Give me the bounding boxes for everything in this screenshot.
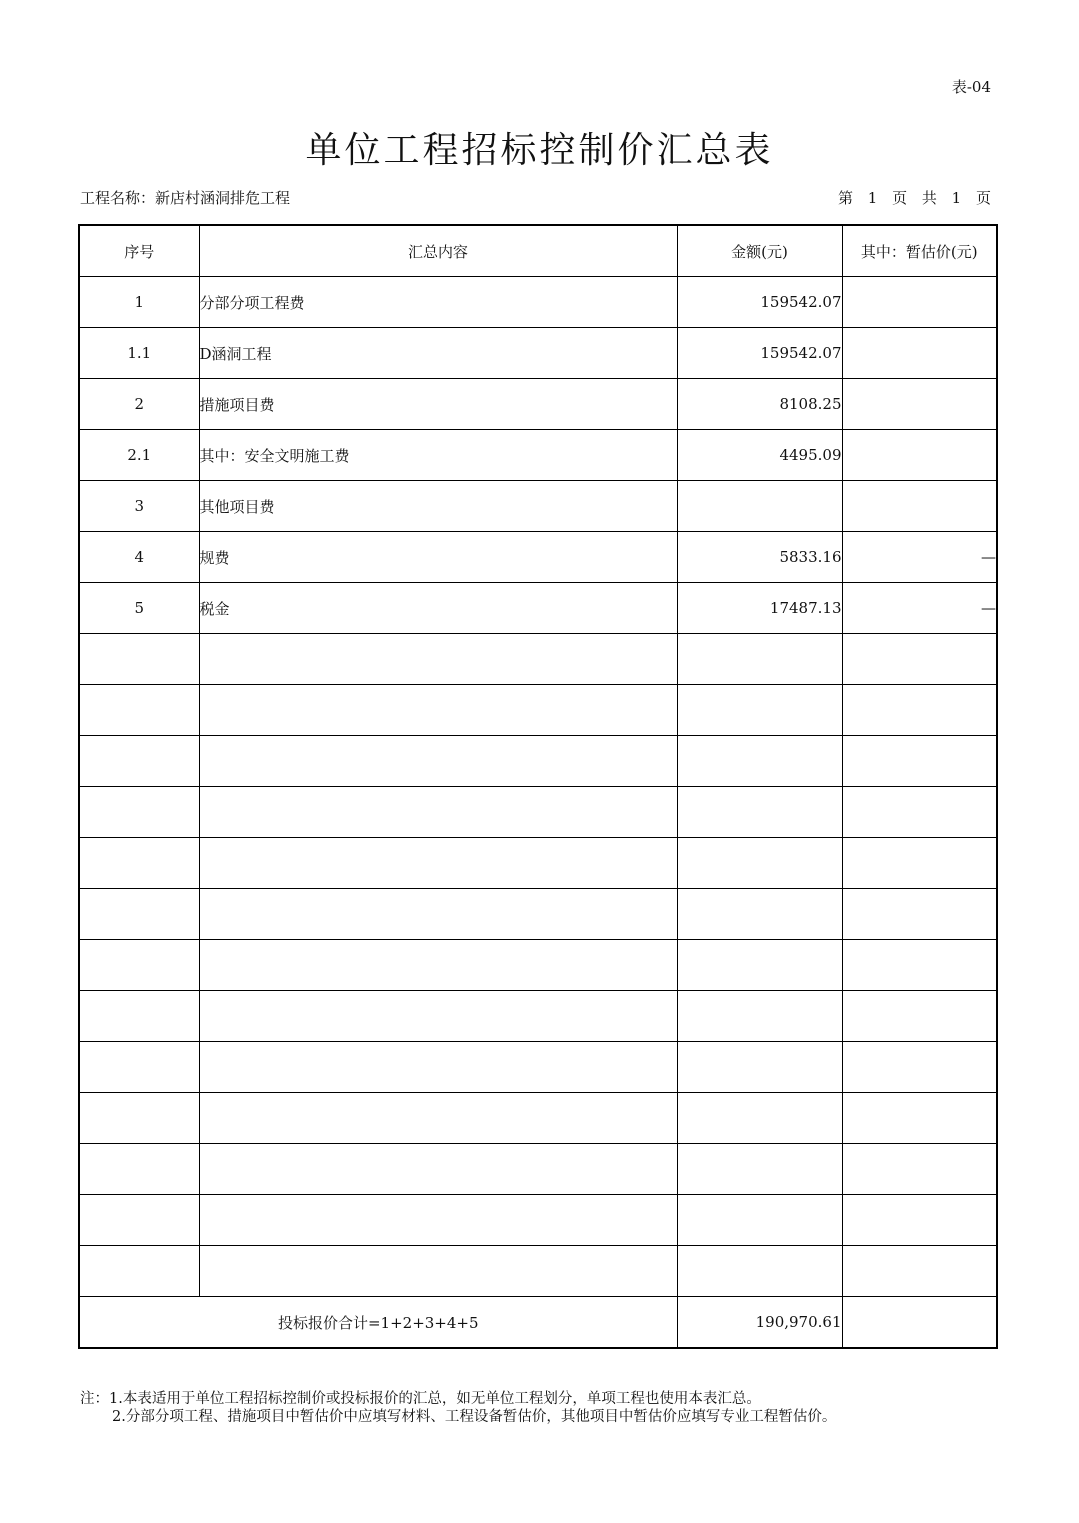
row-provisional — [842, 277, 997, 328]
row-no: 3 — [79, 481, 199, 532]
row-provisional — [842, 328, 997, 379]
empty-cell — [79, 685, 199, 736]
empty-cell — [199, 940, 677, 991]
table-row — [79, 481, 997, 532]
row-provisional: — — [842, 583, 997, 634]
empty-cell — [199, 787, 677, 838]
row-content: D涵洞工程 — [199, 328, 677, 379]
empty-cell — [677, 634, 842, 685]
table-row — [79, 379, 997, 430]
empty-row — [79, 1195, 997, 1246]
empty-row — [79, 1042, 997, 1093]
table-row — [79, 532, 997, 583]
row-no: 1.1 — [79, 328, 199, 379]
empty-cell — [842, 1042, 997, 1093]
total-provisional — [842, 1297, 997, 1349]
row-amount: 4495.09 — [677, 430, 842, 481]
table-row — [79, 277, 997, 328]
empty-cell — [79, 1042, 199, 1093]
row-provisional: — — [842, 532, 997, 583]
empty-cell — [677, 1042, 842, 1093]
table-row — [79, 583, 997, 634]
header-amount: 金额(元) — [677, 225, 842, 277]
empty-cell — [842, 685, 997, 736]
empty-cell — [842, 889, 997, 940]
table-row — [79, 328, 997, 379]
empty-row — [79, 1093, 997, 1144]
empty-cell — [842, 1246, 997, 1297]
empty-cell — [199, 736, 677, 787]
empty-cell — [79, 736, 199, 787]
empty-cell — [677, 991, 842, 1042]
empty-cell — [842, 940, 997, 991]
empty-row — [79, 940, 997, 991]
form-code: 表-04 — [951, 78, 991, 96]
empty-cell — [199, 1144, 677, 1195]
empty-cell — [199, 1042, 677, 1093]
empty-cell — [677, 787, 842, 838]
row-amount: 17487.13 — [677, 583, 842, 634]
empty-row — [79, 1144, 997, 1195]
row-amount: 5833.16 — [677, 532, 842, 583]
row-content: 分部分项工程费 — [199, 277, 677, 328]
empty-cell — [199, 1246, 677, 1297]
row-provisional — [842, 430, 997, 481]
row-no: 2.1 — [79, 430, 199, 481]
empty-cell — [842, 1195, 997, 1246]
empty-cell — [79, 1195, 199, 1246]
page-ye-2: 页 — [975, 189, 991, 207]
total-row — [79, 1297, 997, 1349]
empty-cell — [677, 889, 842, 940]
empty-cell — [199, 1195, 677, 1246]
row-provisional — [842, 379, 997, 430]
empty-cell — [79, 1246, 199, 1297]
empty-cell — [677, 1093, 842, 1144]
table-row — [79, 430, 997, 481]
empty-cell — [199, 889, 677, 940]
row-content: 措施项目费 — [199, 379, 677, 430]
empty-cell — [79, 940, 199, 991]
empty-cell — [199, 634, 677, 685]
row-content: 其中：安全文明施工费 — [199, 430, 677, 481]
page-title: 单位工程招标控制价汇总表 — [305, 130, 774, 171]
row-amount — [677, 481, 842, 532]
empty-cell — [842, 991, 997, 1042]
empty-cell — [199, 991, 677, 1042]
empty-cell — [199, 838, 677, 889]
empty-cell — [79, 889, 199, 940]
empty-row — [79, 889, 997, 940]
empty-cell — [199, 685, 677, 736]
empty-cell — [842, 1093, 997, 1144]
note-2: 2.分部分项工程、措施项目中暂估价中应填写材料、工程设备暂估价，其他项目中暂估价应填写专业工程暂估价。 — [112, 1409, 837, 1425]
row-no: 2 — [79, 379, 199, 430]
project-name: 工程名称：新店村涵洞排危工程 — [80, 189, 291, 207]
row-no: 5 — [79, 583, 199, 634]
empty-row — [79, 838, 997, 889]
empty-cell — [79, 787, 199, 838]
empty-cell — [677, 1144, 842, 1195]
empty-cell — [79, 991, 199, 1042]
empty-row — [79, 634, 997, 685]
note-1: 注：1.本表适用于单位工程招标控制价或投标报价的汇总，如无单位工程划分，单项工程也使用本表汇总。 — [80, 1391, 761, 1407]
empty-row — [79, 685, 997, 736]
page-indicator — [838, 187, 991, 208]
header-provisional: 其中：暂估价(元) — [842, 225, 997, 277]
table-header-row — [79, 225, 997, 277]
empty-cell — [842, 787, 997, 838]
empty-row — [79, 736, 997, 787]
page-total: 1 — [951, 189, 962, 207]
header-no: 序号 — [79, 225, 199, 277]
empty-cell — [842, 634, 997, 685]
total-label: 投标报价合计=1+2+3+4+5 — [79, 1297, 677, 1349]
empty-cell — [79, 838, 199, 889]
page-di: 第 — [837, 189, 853, 207]
empty-row — [79, 787, 997, 838]
empty-cell — [677, 685, 842, 736]
empty-cell — [677, 1195, 842, 1246]
row-amount: 159542.07 — [677, 277, 842, 328]
header-content: 汇总内容 — [199, 225, 677, 277]
empty-cell — [842, 838, 997, 889]
summary-table — [78, 224, 998, 1349]
empty-cell — [677, 838, 842, 889]
row-no: 4 — [79, 532, 199, 583]
empty-cell — [842, 1144, 997, 1195]
empty-cell — [79, 634, 199, 685]
page-ye: 页 — [892, 189, 908, 207]
empty-row — [79, 991, 997, 1042]
table-body — [79, 277, 997, 1349]
notes — [80, 1390, 836, 1426]
row-provisional — [842, 481, 997, 532]
empty-cell — [199, 1093, 677, 1144]
empty-cell — [677, 1246, 842, 1297]
row-content: 规费 — [199, 532, 677, 583]
page-current: 1 — [867, 189, 878, 207]
empty-cell — [677, 940, 842, 991]
row-no: 1 — [79, 277, 199, 328]
empty-cell — [842, 736, 997, 787]
empty-cell — [677, 736, 842, 787]
row-content: 其他项目费 — [199, 481, 677, 532]
total-amount: 190,970.61 — [677, 1297, 842, 1349]
row-amount: 159542.07 — [677, 328, 842, 379]
empty-cell — [79, 1093, 199, 1144]
empty-cell — [79, 1144, 199, 1195]
page-gong: 共 — [921, 189, 937, 207]
row-content: 税金 — [199, 583, 677, 634]
empty-row — [79, 1246, 997, 1297]
row-amount: 8108.25 — [677, 379, 842, 430]
